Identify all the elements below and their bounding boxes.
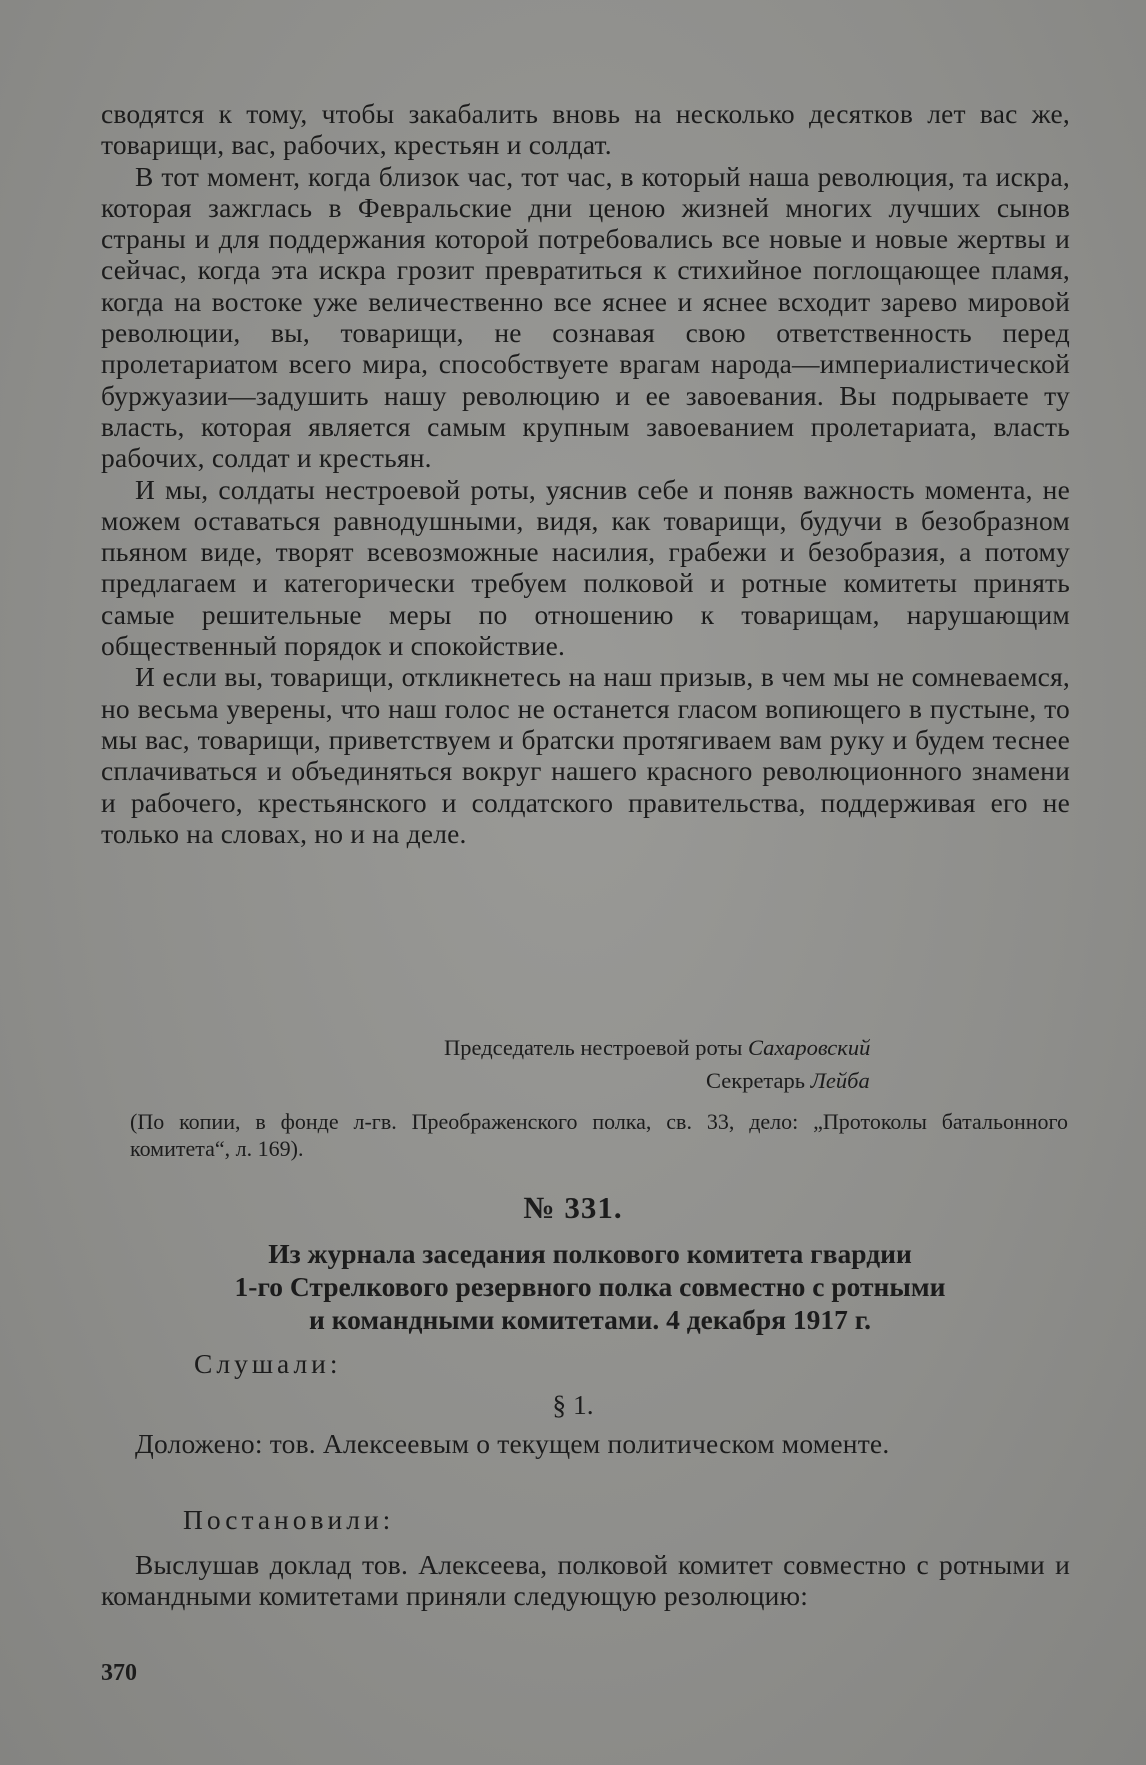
reported-block <box>101 1428 1070 1459</box>
document-title <box>140 1237 1040 1336</box>
main-text <box>101 98 1070 849</box>
signature-chairman <box>444 1034 870 1062</box>
paragraph-1: сводятся к тому, чтобы закабалить вновь на несколько десятков лет вас же, товарищи, вас, рабочих, крестьян и солдат. <box>101 98 1070 161</box>
title-line-3: и командными комитетами. 4 декабря 1917 г. <box>308 1304 872 1335</box>
paragraph-3: И мы, солдаты нестроевой роты, уяснив себе и поняв важность момента, не можем оставаться равнодушными, видя, как товарищи, будучи в безобразном пьяном виде, творят всевозможные насилия, грабежи и безобразия, а потому предлагаем и категорически требуем полковой и ротные комитеты принять самые решительные меры по отношению к товарищам, нарушающим общественный порядок и спокойствие. <box>101 473 1070 662</box>
title-line-1: Из журнала заседания полкового комитета гвардии <box>268 1238 912 1269</box>
title-line-2: 1-го Стрелкового резервного полка совместно с ротными <box>234 1271 946 1302</box>
reported-text: Доложено: тов. Алексеевым о текущем политическом моменте. <box>135 1428 890 1459</box>
secretary-name: Лейба <box>810 1068 870 1093</box>
section-mark: § 1. <box>552 1389 594 1420</box>
chairman-title: Председатель нестроевой роты <box>444 1035 743 1060</box>
resolution-text: Выслушав доклад тов. Алексеева, полковой комитет совместно с ротными и командными комитетами приняли следующую резолюцию: <box>101 1549 1070 1612</box>
signature-secretary <box>706 1067 870 1095</box>
resolved-label: Постановили: <box>183 1504 395 1535</box>
secretary-title: Секретарь <box>706 1068 806 1093</box>
paragraph-4: И если вы, товарищи, откликнетесь на наш призыв, в чем мы не сомневаемся, но весьма уверены, что наш голос не останется гласом вопиющего в пустыне, то мы вас, товарищи, приветствуем и братски протягиваем вам руку и будем теснее сплачиваться и объединяться вокруг нашего красного революционного знамени и рабочего, крестьянского и солдатского правительства, поддерживая его не только на словах, но и на деле. <box>101 661 1070 849</box>
resolution-block <box>101 1549 1070 1612</box>
document-number: № 331. <box>523 1190 623 1225</box>
paragraph-2: В тот момент, когда близок час, тот час, в который наша революция, та искра, которая зажглась в Февральские дни ценою жизней многих лучших сынов страны и для поддержания которой потребовались все новые и новые жертвы и сейчас, когда эта искра грозит превратиться к стихийное поглощающее пламя, когда на востоке уже величественно все яснее и яснее всходит зарево мировой революции, вы, товарищи, не сознавая свою ответственность перед пролетариатом всего мира, способствуете врагам народа—империалистической буржуазии—задушить нашу революцию и ее завоевания. Вы подрываете ту власть, которая является самым крупным завоеванием пролетариата, власть рабочих, солдат и крестьян. <box>101 160 1070 474</box>
source-note: (По копии, в фонде л-гв. Преображенского полка, св. 33, дело: „Протоколы батальонного комитета“, л. 169). <box>130 1109 1068 1161</box>
chairman-name: Сахаровский <box>747 1035 871 1060</box>
heard-label: Слушали: <box>194 1348 342 1379</box>
page-number: 370 <box>101 1660 137 1686</box>
